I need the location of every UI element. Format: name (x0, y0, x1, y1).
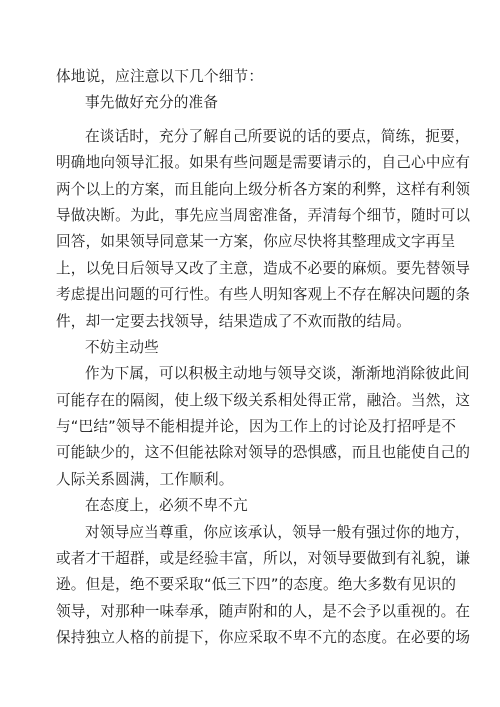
paragraph-line: 可能缺少的，这不但能祛除对领导的恐惧感，而且也能使自己的 (56, 444, 471, 462)
paragraph-line: 人际关系圆满，工作顺利。 (56, 470, 234, 488)
text-line: 体地说，应注意以下几个细节： (56, 68, 264, 85)
paragraph-line: 领导，对那种一味奉承，随声附和的人，是不会予以重视的。在 (56, 602, 471, 620)
paragraph-line: 可能存在的隔阂，使上级下级关系相处得正常，融洽。当然，这 (56, 391, 471, 409)
paragraph-line: 对领导应当尊重，你应该承认，领导一般有强过你的地方， (85, 523, 470, 541)
paragraph-line: 在谈话时，充分了解自己所要说的话的要点，简练，扼要， (85, 127, 470, 145)
paragraph-line: 上，以免日后领导又改了主意，造成不必要的麻烦。要先替领导 (56, 259, 471, 277)
paragraph-line: 考虑提出问题的可行性。有些人明知客观上不存在解决问题的条 (56, 286, 471, 304)
paragraph-line: 回答，如果领导同意某一方案，你应尽快将其整理成文字再呈 (56, 233, 456, 251)
paragraph-line: 或者才干超群，或是经验丰富，所以，对领导要做到有礼貌，谦 (56, 550, 471, 568)
section-heading: 事先做好充分的准备 (85, 94, 219, 112)
section-heading: 不妨主动些 (85, 338, 159, 356)
paragraph-line: 导做决断。为此，事先应当周密准备，弄清每个细节，随时可以 (56, 206, 471, 224)
paragraph-line: 与“巴结”领导不能相提并论，因为工作上的讨论及打招呼是不 (56, 418, 457, 436)
paragraph-line: 明确地向领导汇报。如果有些问题是需要请示的，自己心中应有 (56, 154, 471, 172)
paragraph-line: 保持独立人格的前提下，你应采取不卑不亢的态度。在必要的场 (56, 629, 471, 647)
paragraph-line: 两个以上的方案，而且能向上级分析各方案的利弊，这样有利领 (56, 180, 471, 198)
section-heading: 在态度上，必须不卑不亢 (85, 497, 248, 515)
paragraph-line: 逊。但是，绝不要采取“低三下四”的态度。绝大多数有见识的 (56, 576, 457, 594)
paragraph-line: 件，却一定要去找领导，结果造成了不欢而散的结局。 (56, 312, 412, 330)
paragraph-line: 作为下属，可以积极主动地与领导交谈，渐渐地消除彼此间 (85, 365, 470, 383)
paragraph-gap (56, 117, 444, 124)
